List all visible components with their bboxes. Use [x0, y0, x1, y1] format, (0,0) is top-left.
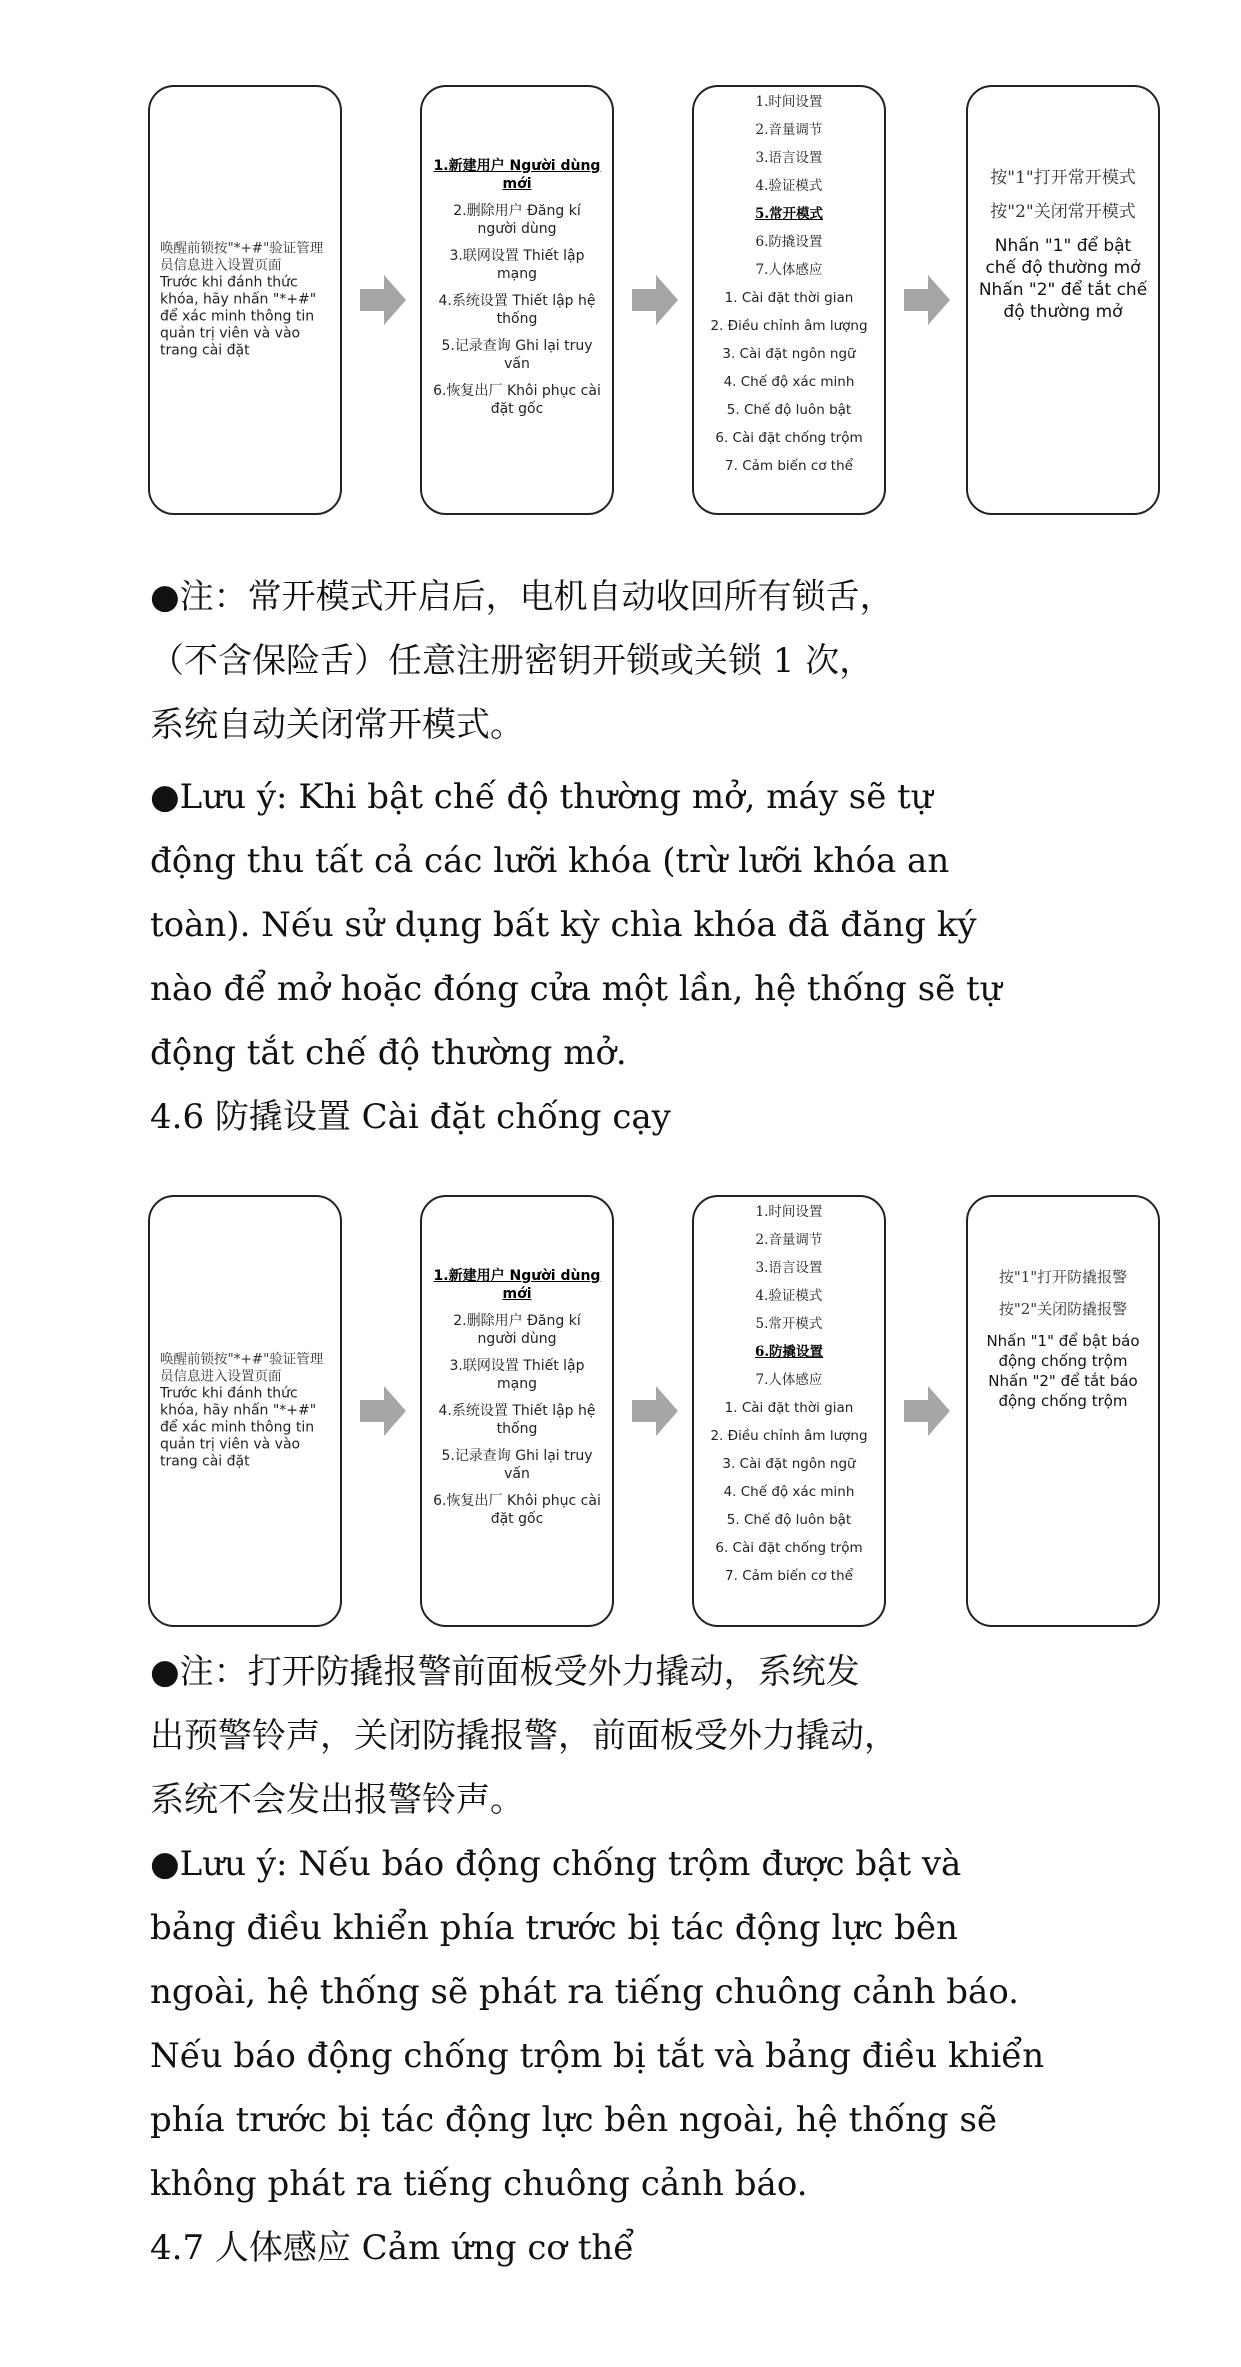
- toggle-text-vi: Nhấn "1" để bật chế độ thường mở Nhấn "2" để tắt chế độ thường mở: [978, 236, 1148, 322]
- system-item-verify-vi: 4. Chế độ xác minh: [723, 374, 855, 390]
- system-item-language-vi: 3. Cài đặt ngôn ngữ: [722, 346, 856, 362]
- note-line: Nếu báo động chống trộm bị tắt và bảng điều khiển: [150, 2036, 1045, 2076]
- menu-item-system: 4.系统设置 Thiết lập hệ thống: [438, 1403, 596, 1437]
- note-normally-open-zh: [150, 565, 1050, 757]
- system-item-verify-zh: 4.验证模式: [755, 1288, 823, 1304]
- step-box-anti-pry-toggle: [966, 1195, 1160, 1627]
- note-anti-pry-zh: [150, 1640, 1050, 1832]
- system-item-body-sensor-zh: 7.人体感应: [755, 1372, 823, 1388]
- system-item-normally-open-zh: 5.常开模式: [755, 1316, 823, 1332]
- note-line: không phát ra tiếng chuông cảnh báo.: [150, 2164, 808, 2204]
- system-item-time-vi: 1. Cài đặt thời gian: [724, 1400, 854, 1416]
- arrow-right-icon: [632, 1386, 678, 1436]
- menu-item-new-user: 1.新建用户 Người dùng mới: [433, 158, 601, 192]
- arrow-right-icon: [360, 275, 406, 325]
- step-box-wake-admin: [148, 1195, 342, 1627]
- system-item-anti-pry-vi: 6. Cài đặt chống trộm: [715, 1540, 863, 1556]
- toggle-on-text-zh: 按"1"打开防撬报警: [998, 1268, 1128, 1286]
- menu-item-new-user: 1.新建用户 Người dùng mới: [433, 1268, 601, 1302]
- step-box-normally-open-toggle: [966, 85, 1160, 515]
- system-item-volume-zh: 2.音量调节: [755, 1232, 823, 1248]
- system-item-language-zh: 3.语言设置: [755, 1260, 823, 1276]
- system-item-time-zh: 1.时间设置: [755, 94, 823, 110]
- note-line: ●注：常开模式开启后，电机自动收回所有锁舌，: [150, 577, 894, 617]
- menu-item-factory-reset: 6.恢复出厂 Khôi phục cài đặt gốc: [433, 383, 601, 417]
- toggle-off-text-zh: 按"2"关闭防撬报警: [998, 1300, 1128, 1318]
- step-box-admin-menu: [420, 85, 614, 515]
- menu-item-system: 4.系统设置 Thiết lập hệ thống: [438, 293, 596, 327]
- section-heading-4-7: 4.7 人体感应 Cảm ứng cơ thể: [150, 2228, 635, 2268]
- system-item-verify-zh: 4.验证模式: [755, 178, 823, 194]
- system-item-normally-open-vi: 5. Chế độ luôn bật: [726, 402, 852, 418]
- step-box-admin-menu: [420, 1195, 614, 1627]
- flow-diagram-anti-pry: [148, 1195, 1162, 1627]
- note-line: bảng điều khiển phía trước bị tác động lực bên: [150, 1908, 958, 1948]
- note-line: （不含保险舌）任意注册密钥开锁或关锁 1 次，: [150, 641, 874, 681]
- note-line: ●Lưu ý: Nếu báo động chống trộm được bật và: [150, 1844, 962, 1884]
- step-box-system-menu: [692, 85, 886, 515]
- note-line: 系统自动关闭常开模式。: [150, 705, 524, 745]
- system-item-body-sensor-zh: 7.人体感应: [755, 262, 823, 278]
- note-line: phía trước bị tác động lực bên ngoài, hệ thống sẽ: [150, 2100, 998, 2140]
- system-item-time-vi: 1. Cài đặt thời gian: [724, 290, 854, 306]
- menu-item-factory-reset: 6.恢复出厂 Khôi phục cài đặt gốc: [433, 1493, 601, 1527]
- note-line: 出预警铃声，关闭防撬报警，前面板受外力撬动，: [150, 1716, 898, 1756]
- step-text-zh: 唤醒前锁按"*+#"验证管理员信息进入设置页面: [160, 240, 324, 274]
- toggle-on-text-zh: 按"1"打开常开模式: [990, 168, 1136, 188]
- note-line: ngoài, hệ thống sẽ phát ra tiếng chuông cảnh báo.: [150, 1972, 1019, 2012]
- section-heading-4-6: 4.6 防撬设置 Cài đặt chống cạy: [150, 1097, 671, 1137]
- note-line: ●Lưu ý: Khi bật chế độ thường mở, máy sẽ tự: [150, 777, 933, 817]
- menu-item-network: 3.联网设置 Thiết lập mạng: [449, 1358, 585, 1392]
- menu-item-records: 5.记录查询 Ghi lại truy vấn: [441, 338, 593, 372]
- system-item-verify-vi: 4. Chế độ xác minh: [723, 1484, 855, 1500]
- system-item-normally-open-zh: 5.常开模式: [754, 206, 824, 222]
- system-item-language-zh: 3.语言设置: [755, 150, 823, 166]
- menu-item-records: 5.记录查询 Ghi lại truy vấn: [441, 1448, 593, 1482]
- arrow-right-icon: [904, 275, 950, 325]
- step-box-system-menu: [692, 1195, 886, 1627]
- menu-item-delete-user: 2.删除用户 Đăng kí người dùng: [453, 1313, 581, 1347]
- note-normally-open-vi: [150, 765, 1050, 1149]
- flow-diagram-normally-open: [148, 85, 1162, 515]
- system-item-body-sensor-vi: 7. Cảm biến cơ thể: [725, 1568, 853, 1584]
- step-text-zh: 唤醒前锁按"*+#"验证管理员信息进入设置页面: [160, 1351, 324, 1385]
- step-text-vi: Trước khi đánh thức khóa, hãy nhấn "*+#" để xác minh thông tin quản trị viên và vào trang cài đặt: [160, 274, 317, 359]
- note-line: ●注：打开防撬报警前面板受外力撬动，系统发: [150, 1652, 860, 1692]
- note-line: động thu tất cả các lưỡi khóa (trừ lưỡi khóa an: [150, 841, 950, 881]
- toggle-text-vi: Nhấn "1" để bật báo động chống trộm Nhấn "2" để tắt báo động chống trộm: [986, 1332, 1140, 1410]
- step-box-wake-admin: [148, 85, 342, 515]
- arrow-right-icon: [904, 1386, 950, 1436]
- system-item-language-vi: 3. Cài đặt ngôn ngữ: [722, 1456, 856, 1472]
- toggle-off-text-zh: 按"2"关闭常开模式: [990, 202, 1136, 222]
- arrow-right-icon: [632, 275, 678, 325]
- note-line: 系统不会发出报警铃声。: [150, 1780, 524, 1820]
- menu-item-network: 3.联网设置 Thiết lập mạng: [449, 248, 585, 282]
- step-text-vi: Trước khi đánh thức khóa, hãy nhấn "*+#" để xác minh thông tin quản trị viên và vào trang cài đặt: [160, 1385, 317, 1470]
- note-anti-pry-vi: [150, 1832, 1050, 2280]
- note-line: động tắt chế độ thường mở.: [150, 1033, 627, 1073]
- note-line: toàn). Nếu sử dụng bất kỳ chìa khóa đã đăng ký: [150, 905, 977, 945]
- arrow-right-icon: [360, 1386, 406, 1436]
- system-item-normally-open-vi: 5. Chế độ luôn bật: [726, 1512, 852, 1528]
- system-item-anti-pry-zh: 6.防撬设置: [754, 1344, 824, 1360]
- system-item-anti-pry-vi: 6. Cài đặt chống trộm: [715, 430, 863, 446]
- note-line: nào để mở hoặc đóng cửa một lần, hệ thống sẽ tự: [150, 969, 1002, 1009]
- system-item-time-zh: 1.时间设置: [755, 1204, 823, 1220]
- system-item-body-sensor-vi: 7. Cảm biến cơ thể: [725, 458, 853, 474]
- system-item-anti-pry-zh: 6.防撬设置: [755, 234, 823, 250]
- system-item-volume-zh: 2.音量调节: [755, 122, 823, 138]
- system-item-volume-vi: 2. Điều chỉnh âm lượng: [710, 318, 868, 334]
- system-item-volume-vi: 2. Điều chỉnh âm lượng: [710, 1428, 868, 1444]
- menu-item-delete-user: 2.删除用户 Đăng kí người dùng: [453, 203, 581, 237]
